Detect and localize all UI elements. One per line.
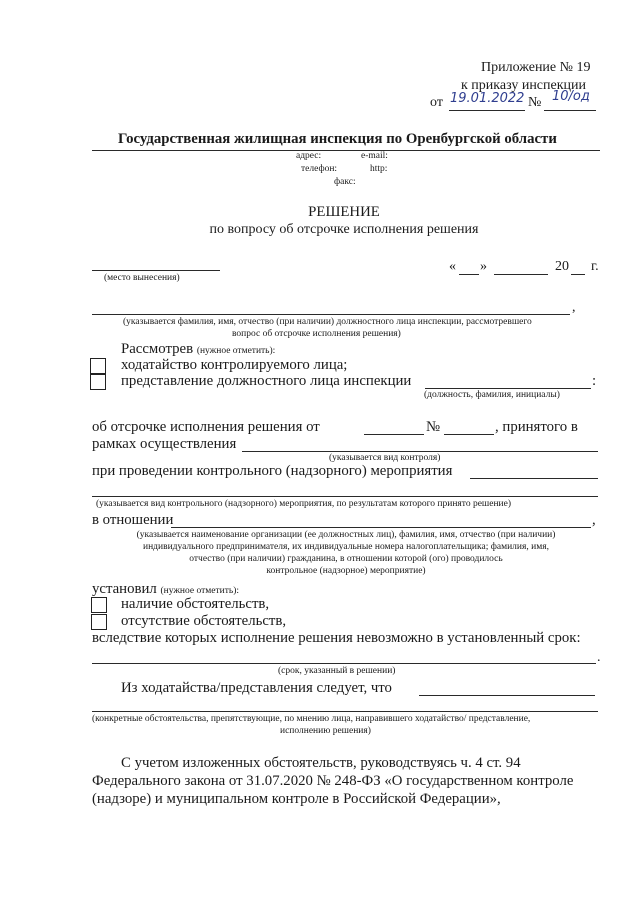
deferral-no-line <box>444 434 494 435</box>
date-year-suffix: г. <box>591 259 599 274</box>
annex-date-underline <box>449 110 525 111</box>
control-type-line <box>242 451 598 452</box>
org-address-label: адрес: <box>296 151 322 161</box>
closing-line-3: (надзоре) и муниципальном контроле в Российской Федерации», <box>92 791 501 807</box>
established-text: вследствие которых исполнение решения невозможно в установленный срок: <box>92 630 581 646</box>
checkbox-petition[interactable] <box>90 358 106 374</box>
deadline-caption: (срок, указанный в решении) <box>278 666 396 676</box>
annex-no-underline <box>544 110 596 111</box>
event-type-caption: (указывается вид контрольного (надзорного) мероприятия, по результатам которого принято решение) <box>96 499 511 509</box>
annex-date-prefix: от <box>430 95 443 110</box>
closing-line-1: С учетом изложенных обстоятельств, руководствуясь ч. 4 ст. 94 <box>121 755 521 771</box>
deferral-text-4: при проведении контрольного (надзорного) мероприятия <box>92 463 453 479</box>
document-title: РЕШЕНИЕ <box>308 204 380 220</box>
checkbox-submission[interactable] <box>90 374 106 390</box>
date-open-quote: « <box>449 259 456 274</box>
regarding-line <box>171 527 591 528</box>
annex-date-handwritten: 19.01.2022 <box>450 91 525 106</box>
date-year-line <box>571 274 585 275</box>
submission-caption: (должность, фамилия, инициалы) <box>424 390 560 400</box>
regarding-caption-1: (указывается наименование организации (ее должностных лиц), фамилия, имя, отчество (при наличии) <box>136 530 556 540</box>
follows-line-1 <box>419 695 595 696</box>
follows-caption-2: исполнению решения) <box>280 726 371 736</box>
inspector-comma: , <box>572 300 576 315</box>
date-year-prefix: 20 <box>555 259 569 274</box>
annex-line-2: к приказу инспекции <box>461 78 587 93</box>
inspector-line <box>92 314 570 315</box>
considered-lead <box>121 341 275 358</box>
control-type-caption: (указывается вид контроля) <box>329 453 441 463</box>
org-http-label: http: <box>370 164 388 174</box>
annex-no-handwritten: 10/од <box>552 89 590 104</box>
regarding-label: в отношении <box>92 512 174 528</box>
place-caption: (место вынесения) <box>104 273 180 283</box>
inspector-caption-1: (указывается фамилия, имя, отчество (при наличии) должностного лица инспекции, рассмотревшего <box>123 317 532 327</box>
event-type-line-1 <box>470 478 598 479</box>
regarding-caption-4: контрольное (надзорное) мероприятие) <box>266 566 426 576</box>
event-type-line-2 <box>92 496 598 497</box>
follows-text: Из ходатайства/представления следует, что <box>121 680 392 696</box>
deferral-no-label: № <box>426 419 441 435</box>
deferral-text-2: , принятого в <box>495 419 578 435</box>
date-day-line <box>459 274 479 275</box>
document-subtitle: по вопросу об отсрочке исполнения решения <box>209 222 479 237</box>
annex-no-label: № <box>528 95 542 110</box>
follows-caption-1: (конкретные обстоятельства, препятствующие, по мнению лица, направившего ходатайство/ представление, <box>92 714 531 724</box>
follows-line-2 <box>92 711 598 712</box>
considered-lead-text: Рассмотрев <box>121 341 194 357</box>
deferral-date-line <box>364 434 424 435</box>
established-lead-note: (нужное отметить): <box>160 586 240 596</box>
inspector-caption-2: вопрос об отсрочке исполнения решения) <box>232 329 401 339</box>
place-line <box>92 270 220 271</box>
regarding-comma: , <box>592 512 596 528</box>
date-close-quote: » <box>480 259 487 274</box>
org-fax-label: факс: <box>334 177 356 187</box>
option-petition-label: ходатайство контролируемого лица; <box>121 357 348 373</box>
submission-line <box>425 388 591 389</box>
deadline-line <box>92 663 596 664</box>
org-email-label: e-mail: <box>361 151 388 161</box>
deferral-text-1: об отсрочке исполнения решения от <box>92 419 320 435</box>
org-phone-label: телефон: <box>301 164 338 174</box>
option-present-label: наличие обстоятельств, <box>121 596 270 612</box>
considered-lead-note: (нужное отметить): <box>196 346 276 356</box>
org-name: Государственная жилищная инспекция по Оренбургской области <box>118 131 557 147</box>
established-lead-text: установил <box>92 581 157 597</box>
checkbox-circumstances-absent[interactable] <box>91 614 107 630</box>
submission-colon: : <box>592 373 597 389</box>
org-underline <box>92 150 600 151</box>
date-month-line <box>494 274 548 275</box>
checkbox-circumstances-present[interactable] <box>91 597 107 613</box>
annex-line-1: Приложение № 19 <box>481 60 591 75</box>
regarding-caption-2: индивидуального предпринимателя, их индивидуальные номера налогоплательщика; фамилия, имя, <box>143 542 549 552</box>
option-submission-label: представление должностного лица инспекции <box>121 373 412 389</box>
option-absent-label: отсутствие обстоятельств, <box>121 613 287 629</box>
deferral-text-3: рамках осуществления <box>92 436 237 452</box>
deadline-period: . <box>597 650 601 665</box>
closing-line-2: Федерального закона от 31.07.2020 № 248-ФЗ «О государственном контроле <box>92 773 574 789</box>
regarding-caption-3: отчество (при наличии) гражданина, в отношении которой (ого) проводилось <box>189 554 503 564</box>
